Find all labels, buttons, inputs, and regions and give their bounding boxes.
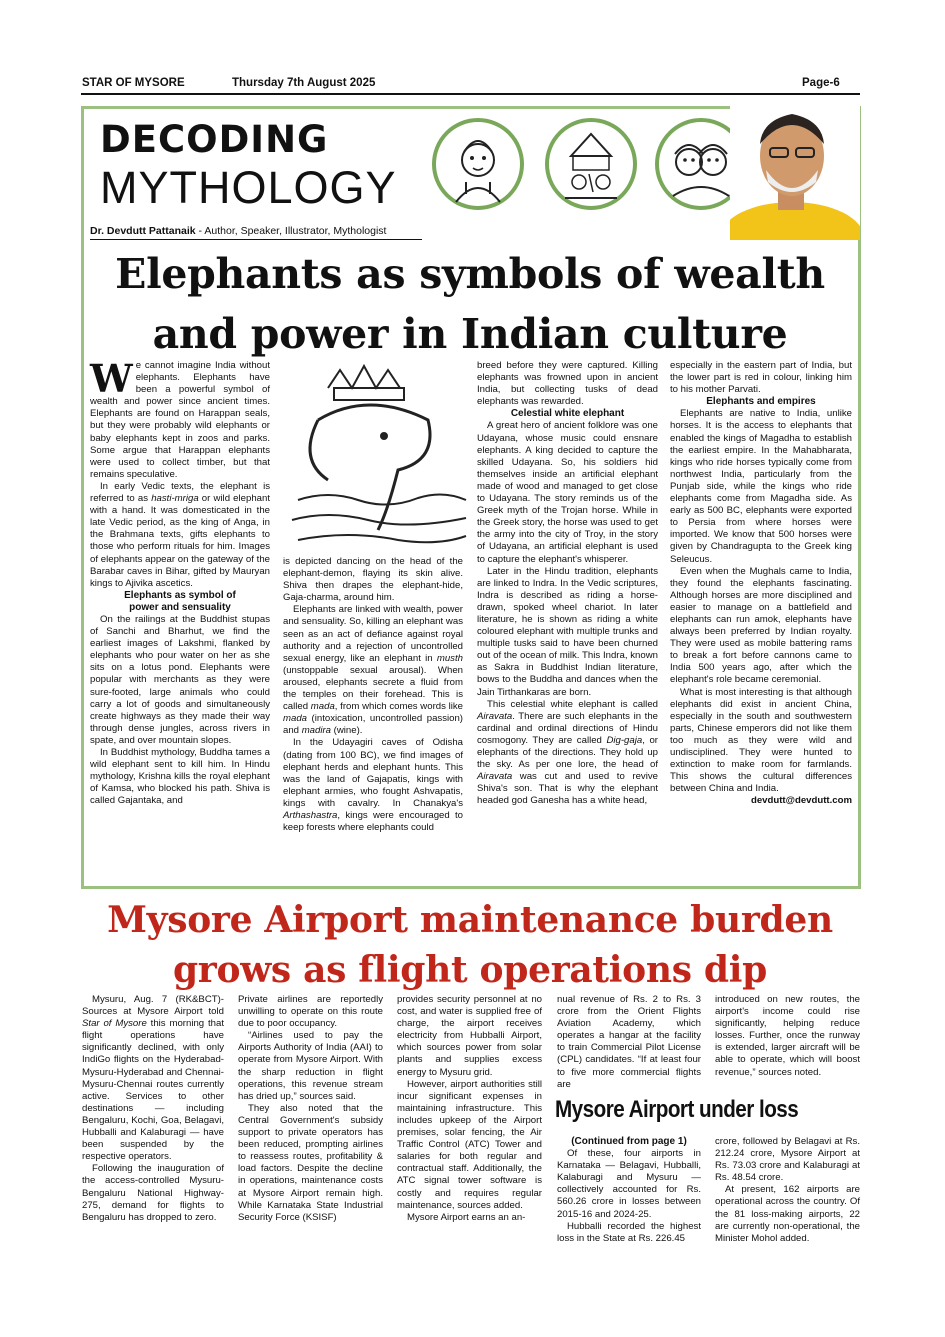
author-photo-icon — [730, 98, 860, 240]
article1-para: What is most interesting is that although elephants did exist in ancient China, especially in the south and southwestern parts, Chinese emperors did not like them too much as they were wild and undisciplined. They were hunted to extinction to make room for farmlands. This shows the cultural differences between China and India. — [670, 686, 852, 795]
article1-column-4 — [670, 360, 852, 807]
article1-para: We cannot imagine India without elephants. Elephants have been a powerful symbol of wealth and power since ancient times. Elephants are found on Harappan seals, but they were probably wild elephants or baby elephants kept in zoos and parks. Some argue that Harappan elephants were used to collect timber, but that remains speculative. — [90, 356, 270, 480]
paper-name: STAR OF MYSORE — [82, 77, 185, 89]
article1-para: Elephants are native to India, unlike horses. It is the access to elephants that enabled the kings of Magadha to establish the earliest empire. In the Mahabharata, kings who ride horses typically come from northwest India, particularly from the Punjab side, while the kings who ride elephants come from Magadha side. As early as 500 BC, elephants were exported to Persia from where horses were imported. We know that 500 horses were given by Chandragupta to the Greek king Seleucus. — [670, 408, 852, 565]
issue-date: Thursday 7th August 2025 — [232, 77, 376, 89]
article1-para: Later in the Hindu tradition, elephants are linked to Indra. In the Vedic scriptures, Indra is described as riding a horse-drawn, spoked wheel chariot. In later literature, he is shown as riding a white coloured elephant with multiple trunks and multiple tusks said to have been churned out of the ocean of milk. This Indra, known as Sakra in Buddhist Indian literature, bows to the Buddha and dances when the Jain Tirthankaras are born. — [477, 565, 658, 698]
byline — [90, 225, 422, 240]
article1-para: Even when the Mughals came to India, they found the elephants fascinating. Although horses are more disciplined and easier to manage on a battlefield and elephants can run amok, elephants have always been preferred by Indian royalty. They were used as mobile battering rams to break a fort before cannons came to India 500 years ago, after which the elephant's role became ceremonial. — [670, 565, 852, 686]
page-number: Page-6 — [802, 77, 840, 89]
medallion-goddess-face-icon — [432, 118, 524, 210]
article2-para: Private airlines are reportedly unwilling to operate on this route due to poor occupancy. — [238, 994, 383, 1030]
article2-para: introduced on new routes, the airport's income could rise significantly, helping reduce losses. Further, once the runway is extended, larger aircraft will be able to operate, which will boost revenue,” sources noted. — [715, 994, 860, 1078]
article2-column-4b — [557, 1136, 701, 1245]
column-title-decoding: DECODING — [100, 118, 329, 161]
article2-para: They also noted that the Central Government's subsidy support to private operators has been reduced, prompting airlines to reassess routes, profitability & load factors. Despite the decline in operations, maintenance costs at Mysore Airport remain high. While Karnataka State Industrial Security Force (KSISF) — [238, 1102, 383, 1223]
article1-column-2 — [283, 556, 463, 834]
header-rule — [81, 93, 860, 95]
article2-column-3 — [397, 994, 542, 1224]
article2-column-1 — [82, 994, 224, 1224]
subhead-empires: Elephants and empires — [706, 396, 816, 408]
article2-para: At present, 162 airports are operational across the country. Of the 81 loss-making airports, 22 are currently non-operational, the Minister Mohol added. — [715, 1184, 860, 1244]
article1-column-1 — [90, 356, 270, 807]
article2-para: Of these, four airports in Karnataka — Belagavi, Hubballi, Kalaburagi and Mysuru — collectively accounted for Rs. 560.26 crore in losses between 2015-16 and 2024-25. — [557, 1148, 701, 1220]
article2-para: Following the inauguration of the access-controlled Mysuru-Bengaluru National Highway-275, demand for flights to Bengaluru has dropped to zero. — [82, 1163, 224, 1223]
author-email[interactable]: devdutt@devdutt.com — [750, 795, 852, 807]
author-role: - Author, Speaker, Illustrator, Mythologist — [195, 225, 387, 237]
article2-para: Mysore Airport earns an an- — [407, 1211, 526, 1223]
article1-para: A great hero of ancient folklore was one Udayana, whose music could ensnare elephants. A king decided to capture the skilled Udayana. So, his soldiers hid themselves inside an artificial elephant made of wood and managed to get close to Udayana. The story reminds us of the Greek myth of the Trojan horse. While in the Greek story, the horse was used to get the army into the city of Troy, in the story of Udayana, an artificial elephant is used to capture the elephant's whisperer. — [477, 420, 658, 565]
article2-para: “Airlines used to pay the Airports Authority of India (AAI) to operate from Mysore Airport. With the sharp reduction in flight operations, this revenue stream has dried up,” sources said. — [238, 1030, 383, 1102]
article1-headline: Elephants as symbols of wealth and power in Indian culture — [115, 250, 825, 358]
article1-para: especially in the eastern part of India, but the lower part is red in colour, linking him to his mother Parvati. — [670, 360, 852, 396]
column-title-mythology: MYTHOLOGY — [100, 162, 397, 213]
article1-para: is depicted dancing on the head of the elephant-demon, flaying its skin alive. Shiva then drapes the elephant-hide, Gaja-charma, around him. — [283, 556, 463, 604]
article2-para: crore, followed by Belagavi at Rs. 212.24 crore, Mysore Airport at Rs. 73.03 crore and Kalaburagi at Rs. 48.54 crore. — [715, 1136, 860, 1184]
article2-column-5 — [715, 994, 860, 1079]
sub-headline-airport-loss: Mysore Airport under loss — [555, 1096, 799, 1123]
article2-para: Hubballi recorded the highest loss in the State at Rs. 226.45 — [557, 1220, 701, 1244]
subhead-symbol: Elephants as symbol of power and sensuality — [124, 589, 236, 613]
article1-para: breed before they were captured. Killing elephants was frowned upon in ancient India, but collecting tusks of dead elephants was rewarded. — [477, 360, 658, 408]
article2-para: However, airport authorities still incur significant expenses in maintaining infrastructure. This includes upkeep of the Airport premises, solar fencing, the Air Traffic Control (ATC) Tower and salaries for both regular and contractual staff. Additionally, the ATC signal tower software is costly and requires regular maintenance, sources added. — [397, 1078, 542, 1211]
article1-para: On the railings at the Buddhist stupas of Sanchi and Bharhut, we find the earliest images of Lakshmi, flanked by elephants who pour water on her as she sits on a lotus pond. Elephants were popular with merchants as they were sure-footed, large animals who could carry a lot of goods and simultaneously create highways as they made their way through dense jungles, across rivers in spate, and over mountain slopes. — [90, 613, 270, 746]
article2-column-4 — [557, 994, 701, 1091]
article2-headline: Mysore Airport maintenance burden grows as flight operations dip — [107, 899, 833, 991]
drop-cap: W — [90, 356, 133, 401]
continued-note: (Continued from page 1) — [571, 1136, 687, 1147]
subhead-celestial: Celestial white elephant — [510, 408, 625, 420]
article2-column-5b — [715, 1136, 860, 1245]
article1-para: This celestial white elephant is called Airavata. There are such elephants in the cardinal and ordinal directions of Hindu cosmogony. They are called Dig-gaja, or elephants of the directions. They hold up the sky. As per one lore, the head of Airavata was cut and used to revive Shiva's son. That is why the elephant headed god Ganesha has a white head, — [477, 698, 658, 807]
ganesha-elephant-illustration-icon — [288, 360, 470, 550]
article2-para: Mysuru, Aug. 7 (RK&BCT)- Sources at Mysore Airport told Star of Mysore this morning that flight operations have significantly declined, with only IndiGo flights on the Hyderabad-Mysuru-Hyderabad and Chennai-Mysuru-Chennai routes currently active. Services to other destinations — including Bengaluru, Kochi, Goa, Belagavi, Hubballi and Kalaburagi — have been suspended by the respective operators. — [82, 994, 224, 1163]
author-name: Dr. Devdutt Pattanaik — [90, 225, 196, 237]
article2-column-2 — [238, 994, 383, 1224]
article1-para: Elephants are linked with wealth, power and sensuality. So, killing an elephant was seen as an act of defiance against royal authority and a rejection of uncontrolled sexual energy, like an elephant in musth (unstoppable sexual arousal). When aroused, elephants secrete a fluid from the temples on their forehead. This is called mada, from which comes words like mada (intoxication, uncontrolled passion) and madira (wine). — [283, 604, 464, 737]
article1-para: In early Vedic texts, the elephant is referred to as hasti-mriga or wild elephant with a hand. It was domesticated in the late Vedic period, as the king of Anga, in the Brahmana texts, gifts elephants to those who perform rituals for him. Images of elephants appear on the gateway of the Barabar caves in Bihar, gifted by Mauryan kings to Ajivika ascetics. — [90, 480, 270, 589]
article1-para: In Buddhist mythology, Buddha tames a wild elephant sent to kill him. In Hindu mythology, Krishna kills the royal elephant of Kamsa, who blocked his path. Shiva is called Gajantaka, and — [90, 747, 270, 807]
article2-para: nual revenue of Rs. 2 to Rs. 3 crore from the Orient Flights Aviation Academy, which operates a hangar at the facility to train Commercial Pilot License (CPL) candidates. “If at least four to five more commercial flights are — [557, 994, 701, 1090]
article1-para: In the Udayagiri caves of Odisha (dating from 100 BC), we find images of elephant herds and elephant hunts. This was the land of Gajapatis, kings with elephant armies, who fought Ashvapatis, kings with cavalry. In Chanakya's Arthashastra, kings were encouraged to keep forests where elephants could — [283, 737, 463, 834]
article1-column-3 — [477, 360, 658, 807]
medallion-temple-scene-icon — [545, 118, 637, 210]
article2-para: provides security personnel at no cost, and water is supplied free of charge, the airport receives electricity from Hubballi Airport, which sources power from solar plants and supplies excess energy to Mysuru grid. — [397, 994, 542, 1078]
